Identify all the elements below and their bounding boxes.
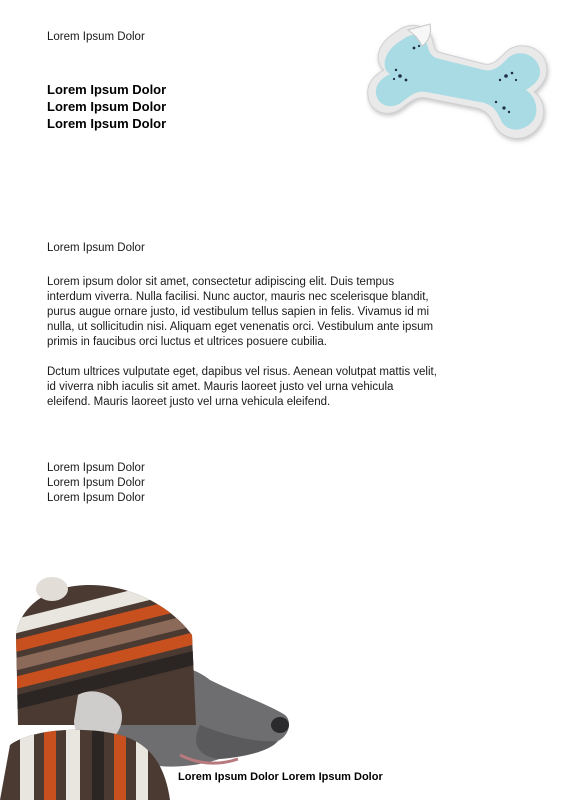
hat-pompom	[36, 577, 68, 601]
letter-body	[47, 275, 437, 410]
letterhead-bold-block	[47, 81, 166, 132]
letter-greeting: Lorem Ipsum Dolor	[47, 242, 145, 254]
letter-paragraph: Lorem ipsum dolor sit amet, consectetur adipiscing elit. Duis tempus interdum viverra. Nulla facilisi. Nunc auctor, mauris nec scelerisque blandit, purus augue ornare justo, id vestibulum tellus sapien in felis. Vivamus id mi nulla, ut sollicitudin nisi. Aliquam eget venenatis orci. Vestibulum ante ipsum primis in faucibus orci luctus et ultrices posuere cubilia.	[47, 276, 434, 348]
letter-paragraph: Dctum ultrices vulputate eget, dapibus vel risus. Aenean volutpat mattis velit, id viverra nibh iaculis sit amet. Mauris laoreet justo vel urna vehicula eleifend. Mauris laoreet justo vel urna vehicula eleifend.	[47, 366, 437, 408]
signature-block	[47, 461, 145, 506]
letterhead-bold-line: Lorem Ipsum Dolor	[47, 82, 167, 97]
letterhead-bold-line: Lorem Ipsum Dolor	[47, 116, 167, 131]
signature-line: Lorem Ipsum Dolor	[47, 492, 145, 504]
signature-line: Lorem Ipsum Dolor	[47, 477, 145, 489]
letterhead-top-line: Lorem Ipsum Dolor	[47, 31, 145, 43]
dog-nose	[271, 717, 289, 733]
letterhead-bold-line: Lorem Ipsum Dolor	[47, 99, 167, 114]
bone-sticker-logo	[366, 20, 556, 150]
signature-line: Lorem Ipsum Dolor	[47, 462, 145, 474]
footer-text: Lorem Ipsum Dolor Lorem Ipsum Dolor	[178, 771, 383, 783]
dog-with-hat-photo	[0, 575, 300, 800]
